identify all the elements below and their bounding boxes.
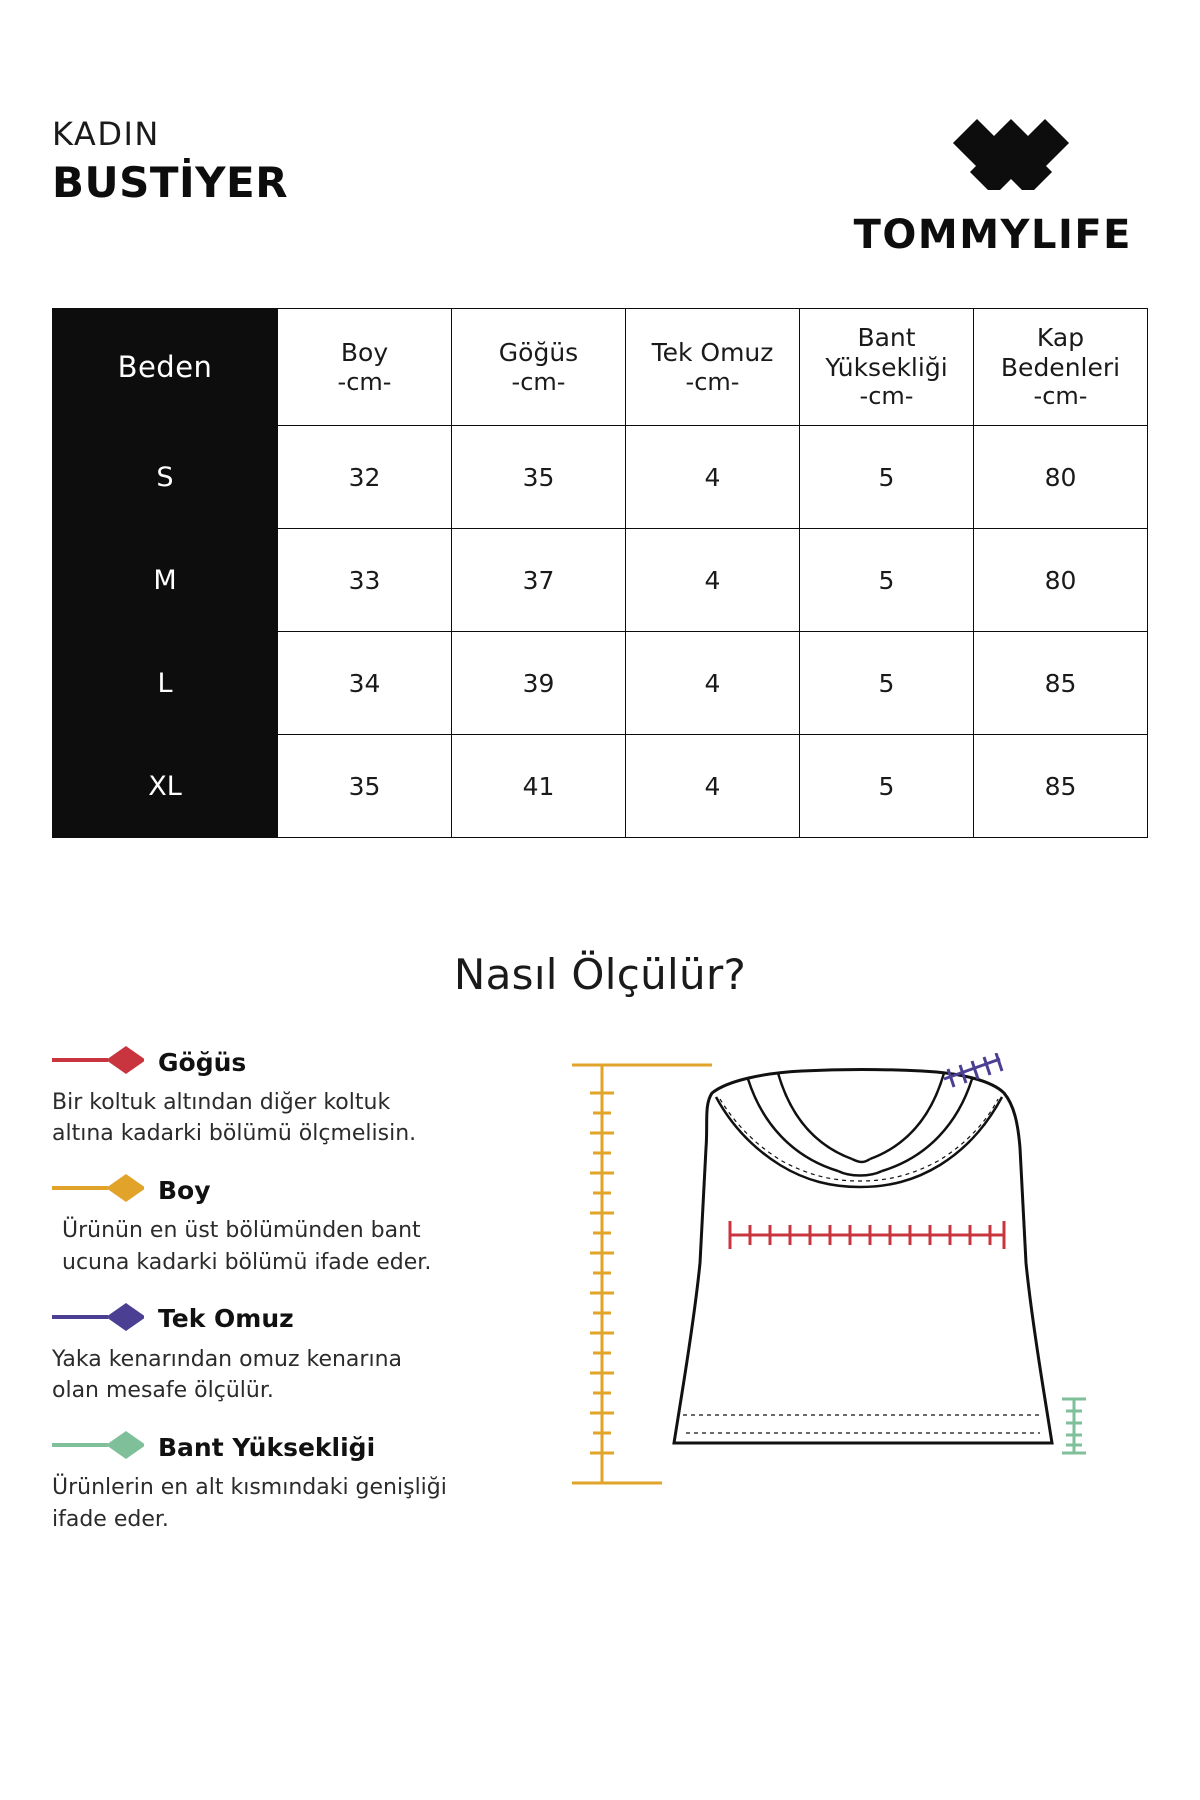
arrow-marker-icon [52, 1428, 144, 1466]
header-label: Beden [117, 349, 213, 384]
bra-outline [674, 1070, 1052, 1444]
cell-gogus: 39 [452, 632, 626, 735]
cell-boy: 33 [278, 529, 452, 632]
size-table [52, 308, 1148, 838]
header-label: Göğüs [498, 338, 579, 368]
header-unit: -cm- [859, 382, 914, 411]
measure-legend [52, 1043, 552, 1557]
title-block [52, 115, 289, 207]
cell-size: M [53, 529, 278, 632]
legend-label: Göğüs [158, 1047, 247, 1077]
brand-name: TOMMYLIFE [853, 212, 1132, 258]
legend-description: Yaka kenarından omuz kenarına olan mesafe ölçülür. [52, 1346, 402, 1404]
header-cell-kap-bedenleri [974, 309, 1148, 426]
cell-tek-omuz: 4 [626, 529, 800, 632]
header-label: Boy [340, 338, 389, 368]
legend-item-gogus [52, 1043, 552, 1149]
cell-tek-omuz: 4 [626, 735, 800, 838]
legend-head [52, 1300, 552, 1338]
how-to-measure-section [0, 1043, 1200, 1557]
cell-size: S [53, 426, 278, 529]
diamond-cluster-icon [898, 118, 1088, 194]
brand-block [854, 118, 1140, 258]
page-header [0, 0, 1200, 258]
product-title: BUSTİYER [52, 158, 289, 207]
cell-boy: 34 [278, 632, 452, 735]
cell-kap-bedenleri: 85 [974, 735, 1148, 838]
legend-label: Bant Yüksekliği [158, 1432, 376, 1462]
table-row [53, 426, 1148, 529]
cell-boy: 32 [278, 426, 452, 529]
header-label: Tek Omuz [651, 338, 774, 368]
legend-description: Ürünlerin en alt kısmındaki genişliği ifade eder. [52, 1475, 447, 1532]
arrow-marker-icon [52, 1300, 144, 1338]
legend-head [52, 1171, 552, 1209]
header-unit: -cm- [1033, 382, 1088, 411]
bant-yuksekligi-measure-line [1062, 1399, 1086, 1453]
cell-size: XL [53, 735, 278, 838]
cell-kap-bedenleri: 85 [974, 632, 1148, 735]
legend-item-tek-omuz [52, 1300, 552, 1406]
sports-bra-diagram [552, 1043, 1160, 1557]
cell-bant-yuksekligi: 5 [800, 426, 974, 529]
legend-item-boy [52, 1171, 552, 1277]
header-label: Bant Yüksekliği [825, 323, 948, 382]
arrow-marker-icon [52, 1171, 144, 1209]
cell-boy: 35 [278, 735, 452, 838]
table-row [53, 735, 1148, 838]
cell-bant-yuksekligi: 5 [800, 529, 974, 632]
category-title: KADIN [52, 115, 160, 153]
header-cell-tek-omuz [626, 309, 800, 426]
header-label: Kap Bedenleri [1000, 323, 1121, 382]
table-header-row [53, 309, 1148, 426]
header-cell-gogus [452, 309, 626, 426]
legend-description: Ürünün en üst bölümünden bant ucuna kadarki bölümü ifade eder. [62, 1218, 432, 1275]
cell-gogus: 35 [452, 426, 626, 529]
header-cell-beden [53, 309, 278, 426]
header-unit: -cm- [337, 367, 392, 396]
legend-label: Boy [158, 1175, 211, 1205]
arrow-marker-icon [52, 1043, 144, 1081]
legend-description: Bir koltuk altından diğer koltuk altına kadarki bölümü ölçmelisin. [52, 1090, 417, 1147]
header-cell-bant-yuksekligi [800, 309, 974, 426]
legend-head [52, 1043, 552, 1081]
size-table-header [53, 309, 1148, 426]
cell-bant-yuksekligi: 5 [800, 632, 974, 735]
cell-size: L [53, 632, 278, 735]
cell-bant-yuksekligi: 5 [800, 735, 974, 838]
header-cell-boy [278, 309, 452, 426]
legend-head [52, 1428, 552, 1466]
cell-kap-bedenleri: 80 [974, 529, 1148, 632]
size-table-wrapper [52, 308, 1148, 838]
table-row [53, 529, 1148, 632]
cell-tek-omuz: 4 [626, 426, 800, 529]
cell-tek-omuz: 4 [626, 632, 800, 735]
cell-kap-bedenleri: 80 [974, 426, 1148, 529]
legend-label: Tek Omuz [158, 1304, 294, 1334]
legend-item-bant-yuksekligi [52, 1428, 552, 1534]
cell-gogus: 37 [452, 529, 626, 632]
size-table-body [53, 426, 1148, 838]
cell-gogus: 41 [452, 735, 626, 838]
header-unit: -cm- [685, 367, 740, 396]
table-row [53, 632, 1148, 735]
how-to-measure-title: Nasıl Ölçülür? [453, 950, 747, 999]
header-unit: -cm- [511, 367, 566, 396]
